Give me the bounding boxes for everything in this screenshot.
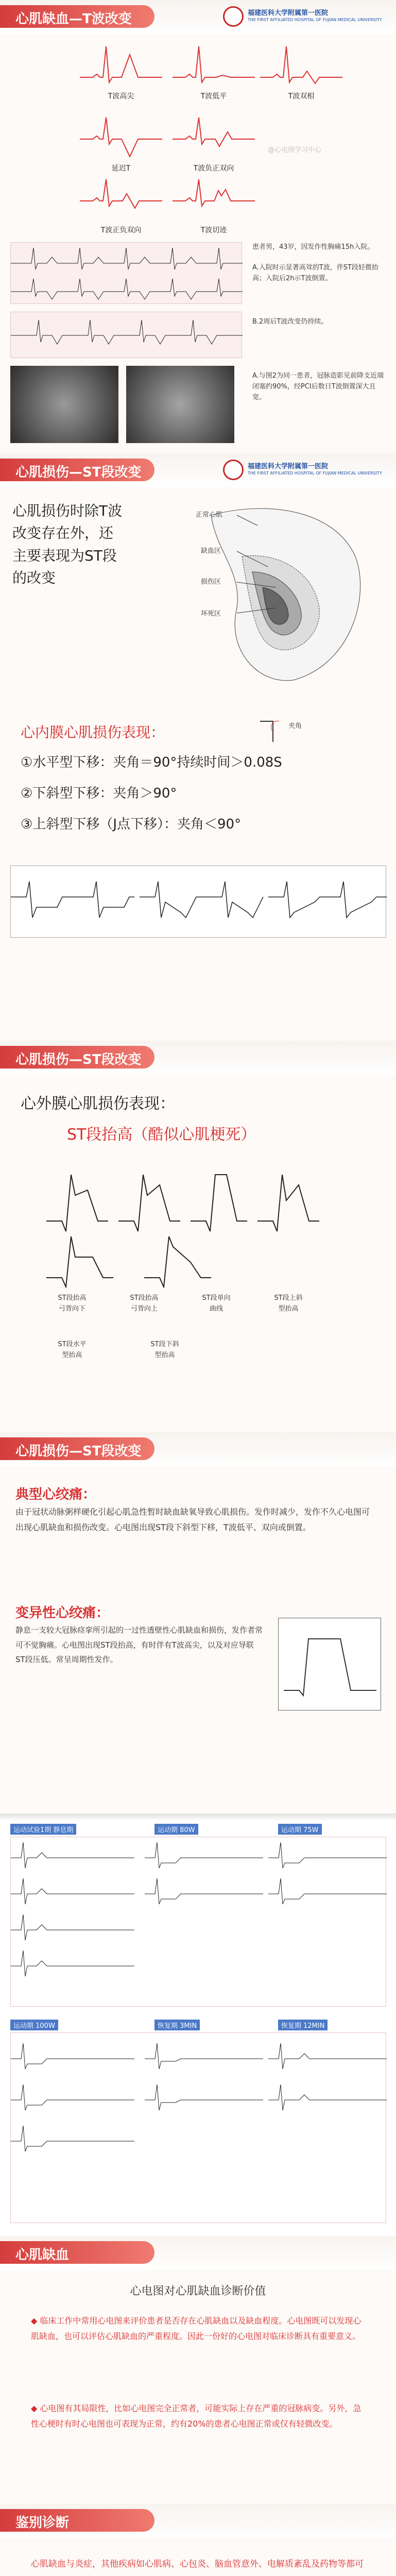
hospital-name-en: THE FIRST AFFILIATED HOSPITAL OF FUJIAN MEDICAL UNIVERSITY [248,471,382,476]
shape-label: ST段水平 型抬高 [58,1341,87,1359]
angiogram-right [126,366,234,443]
case-note-2: A.入院时示显著高耸的T波，伴ST段轻微抬高；入院后2h示T波倒置。 [252,264,378,282]
diagram-label: 坏死区 [201,610,221,618]
panel-title: 运动期 75W [278,1824,322,1835]
exercise-ecg-bottom [10,2032,386,2223]
panel-title: 运动期 80W [154,1824,198,1835]
st-item-3 [21,814,381,835]
ecg-t-inverted [77,113,165,163]
ecg-label: T波高尖 [108,92,134,100]
subtitle-endocardial: 心内膜心肌损伤表现： [21,724,165,741]
shape-label: ST段上斜 型抬高 [274,1294,303,1313]
slide-title: 心肌缺血 [15,2247,70,2263]
shape-label: ST段抬高 弓背向下 [58,1294,87,1313]
ecg-t-neg-pos [170,113,257,163]
item-num: ③ [21,817,33,832]
panel-title: 运动试验1期 静息期 [10,1824,76,1835]
slide-st-1 [0,453,396,1041]
hospital-name-en: THE FIRST AFFILIATED HOSPITAL OF FUJIAN MEDICAL UNIVERSITY [248,18,382,22]
diagram-label: 损伤区 [201,578,221,586]
slide-title: 心肌损伤—ST段改变 [15,465,142,480]
variant-angina-body: 静息一支较大冠脉痉挛所引起的一过性透壁性心肌缺血和损伤，发作者常可不觉胸痛。心电图出现ST段抬高，有时伴有T波高尖，以及对应导联ST段压低。常呈周期性发作。 [15,1625,263,1664]
shape-label: ST段单向 曲线 [202,1294,231,1313]
slide-angina [0,1432,396,1814]
slide-title: 鉴别诊断 [15,2515,70,2531]
slide-title: 心肌损伤—ST段改变 [15,1444,142,1459]
slide-header [0,453,396,487]
st-elevation-shapes [41,1159,360,1288]
ecg-label: T波双相 [288,92,315,100]
case-note-3: B.2周后T波改变仍持续。 [252,318,328,326]
ecg-label: T波正负双向 [100,226,142,234]
panel-title: 恢复期 12MIN [278,2020,328,2030]
subtitle-epicardial: 心外膜心肌损伤表现： [21,1095,175,1113]
differential-body: 心肌缺血与炎症，其他疾病如心肌病、心包炎、脑血管意外、电解质紊乱及药物等都可 [31,2559,364,2569]
item-text: 上斜型下移（J点下移）：夹角＜90° [32,817,242,832]
angle-label: 夹角 [288,722,302,730]
panel-title: 运动期 100W [10,2020,58,2030]
divider-shadow [0,1814,396,1821]
slide-title: 心肌缺血—T波改变 [15,11,132,27]
st-depression-strip [10,866,386,938]
hospital-logo [223,4,388,29]
ecg-label: 延迟T [111,164,131,173]
case-note-1: 患者男，43岁，因发作性胸痛15h入院。 [252,243,374,251]
diagram-label: 正常心肌 [196,511,223,519]
ecg-t-pos-neg [77,175,165,225]
slide-exercise-test [0,1814,396,2236]
point-text: 临床工作中常用心电图来评价患者是否存在心肌缺血以及缺血程度。心电图既可以发现心肌缺血，也可以评估心肌缺血的严重程度。因此一份好的心电图对临床诊断具有重要意义。 [31,2316,361,2342]
variant-ecg-figure [278,1618,381,1710]
ecg-strip-a [10,242,242,304]
hospital-emblem-icon [223,460,244,480]
slide-t-wave [0,0,396,453]
variant-angina-heading: 变异性心绞痛： [15,1605,110,1621]
st-item-1 [21,752,350,773]
slide-header [0,2504,396,2538]
slide-header [0,1432,396,1466]
item-num: ① [21,755,33,770]
panel-title: 恢复期 3MIN [154,2020,200,2030]
shape-label: ST段下斜 型抬高 [150,1341,179,1359]
bullet-icon: ◆ [31,2316,38,2326]
ecg-label: T波负正双向 [193,164,234,173]
st-elevation-headline: ST段抬高（酷似心肌梗死） [67,1126,256,1144]
center-title: 心电图对心肌缺血诊断价值 [130,2285,266,2298]
angiogram-left [10,366,118,443]
typical-angina-heading: 典型心绞痛： [15,1487,96,1502]
point-text: 心电图有其局限性，比如心电图完全正常者，可能实际上存在严重的冠脉病变。另外，急性心梗时有时心电图也可表现为正常，约有20%的患者心电图正常或仅有轻微改变。 [31,2403,361,2429]
hospital-name: 福建医科大学附属第一医院 [248,9,329,17]
slide-st-2 [0,1041,396,1432]
bullet-icon: ◆ [31,2403,38,2413]
hospital-emblem-icon [223,6,244,27]
ecg-label: T波低平 [200,92,227,100]
myocardium-diagram [165,495,381,690]
ecg-label: T波切迹 [200,226,227,234]
item-text: 水平型下移：夹角＝90°持续时间＞0.08S [32,755,282,770]
exercise-ecg-top [10,1837,386,2007]
slide-ischemia-value [0,2236,396,2504]
slide-header [0,0,396,34]
typical-angina-body: 由于冠状动脉粥样硬化引起心肌急性暂时缺血缺氧导致心肌损伤。发作时减少，发作不久心电图可出现心肌缺血和损伤改变。心电图出现ST段下斜型下移，T波低平、双向或倒置。 [15,1507,370,1533]
diagram-label: 缺血区 [201,547,221,555]
slide-differential-1 [0,2504,396,2576]
ecg-t-notched [170,175,257,225]
hospital-name: 福建医科大学附属第一医院 [248,463,329,470]
point-1 [31,2313,366,2345]
hospital-logo [223,457,388,482]
item-num: ② [21,786,33,801]
st-intro-text: 心肌损伤时除T波改变存在外，还主要表现为ST段的改变 [12,502,123,587]
ecg-strip-b [10,312,242,358]
ecg-t-flat [170,41,257,91]
point-2 [31,2401,366,2432]
st-item-2 [21,783,350,804]
angle-diagram [257,711,304,747]
slide-header [0,1041,396,1075]
slide-header [0,2236,396,2270]
ecg-t-peaked [77,41,165,91]
slide-title: 心肌损伤—ST段改变 [15,1052,142,1067]
shape-label: ST段抬高 弓背向上 [130,1294,159,1313]
ecg-t-biphasic [257,41,345,91]
watermark: @心电图学习中心 [268,146,322,154]
case-note-4: A.与图2为同一患者，冠脉造影见前降支近端闭塞约90%，经PCI后数日T波倒置深大且宽。 [252,372,384,401]
item-text: 下斜型下移：夹角＞90° [32,786,177,801]
